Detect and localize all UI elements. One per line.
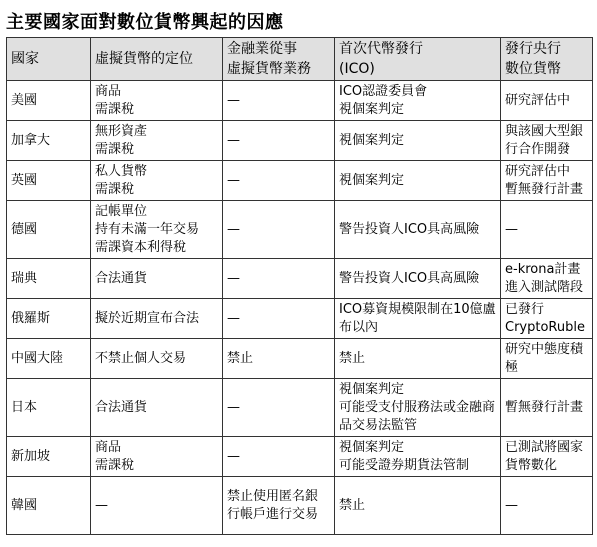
cell-line: — [227,132,240,148]
cell-line: 禁止 [227,350,254,366]
cell-ico [335,299,501,339]
cell-line: 需課稅 [95,141,135,157]
cell-line: 需課資本利得稅 [95,239,187,255]
cell-positioning [91,121,223,161]
cell-line: 需課稅 [95,181,135,197]
table-row [7,437,593,477]
cell-line: — [227,399,240,415]
cell-line: 需課稅 [95,101,135,117]
cell-country: 英國 [7,161,91,201]
cell-cbdc [501,437,593,477]
cell-cbdc [501,299,593,339]
cell-ico [335,379,501,437]
cell-ico [335,161,501,201]
cell-line: 已發行 [505,301,545,317]
cell-cbdc [501,121,593,161]
cell-line: — [227,92,240,108]
cell-positioning [91,339,223,379]
cell-line: 持有未滿一年交易 [95,221,200,237]
cell-line: 擬於近期宣布合法 [95,310,200,326]
cell-line: 視個案判定 [339,132,405,148]
cell-country: 韓國 [7,477,91,535]
cell-line: ICO募資規模限制在10億盧布以內 [339,301,496,335]
cell-line: 合法通貨 [95,399,148,415]
cell-country: 瑞典 [7,259,91,299]
cell-positioning [91,299,223,339]
cell-cbdc [501,201,593,259]
cell-line: — [227,270,240,286]
cell-line: — [505,221,518,237]
cell-line: — [227,221,240,237]
cell-cbdc [501,81,593,121]
table-row [7,81,593,121]
cell-financial-business [223,201,335,259]
cell-line: 研究中態度積極 [505,341,584,375]
cell-line: CryptoRuble [505,319,585,335]
cell-line: — [227,172,240,188]
cell-financial-business [223,477,335,535]
cell-line: ICO認證委員會 [339,83,428,99]
cell-cbdc [501,477,593,535]
cell-line: 視個案判定 [339,101,405,117]
cell-financial-business [223,161,335,201]
cell-line: — [227,310,240,326]
table-row [7,379,593,437]
header-positioning [91,38,223,81]
header-line: 國家 [11,51,39,67]
cell-line: — [95,497,108,513]
cell-ico [335,121,501,161]
header-line: 發行央行 [505,41,561,57]
cell-line: 研究評估中 [505,163,571,179]
table-header-row [7,38,593,81]
cell-country: 俄羅斯 [7,299,91,339]
cell-financial-business [223,81,335,121]
cell-line: 可能受證券期貨法管制 [339,457,470,473]
cell-line: 禁止 [339,497,366,513]
cell-line: 視個案判定 [339,172,405,188]
cell-line: 與該國大型銀行合作開發 [505,123,584,157]
cell-positioning [91,437,223,477]
cell-line: 商品 [95,439,122,455]
cell-cbdc [501,161,593,201]
header-country [7,38,91,81]
cell-financial-business [223,379,335,437]
cell-country: 新加坡 [7,437,91,477]
cell-line: 視個案判定 [339,381,405,397]
header-line: 首次代幣發行 [339,41,423,57]
cell-line: 記帳單位 [95,203,148,219]
header-line: 虛擬貨幣的定位 [95,51,193,67]
cell-positioning [91,259,223,299]
cell-line: 禁止使用匿名銀行帳戶進行交易 [227,488,319,522]
table-row [7,201,593,259]
cell-financial-business [223,339,335,379]
cell-line: 視個案判定 [339,439,405,455]
policy-table [6,37,593,535]
cell-line: 暫無發行計畫 [505,399,584,415]
cell-cbdc [501,379,593,437]
cell-financial-business [223,437,335,477]
cell-line: 警告投資人ICO具高風險 [339,270,480,286]
cell-line: — [227,448,240,464]
cell-line: 私人貨幣 [95,163,148,179]
cell-country: 日本 [7,379,91,437]
header-line: (ICO) [339,61,375,77]
cell-positioning [91,477,223,535]
cell-financial-business [223,259,335,299]
cell-line: e-krona計畫進入測試階段 [505,261,584,295]
cell-line: 不禁止個人交易 [95,350,187,366]
cell-financial-business [223,121,335,161]
cell-financial-business [223,299,335,339]
cell-line: — [505,497,518,513]
page-title: 主要國家面對數位貨幣興起的因應 [6,12,284,33]
cell-country: 德國 [7,201,91,259]
cell-line: 已測試將國家貨幣數化 [505,439,584,473]
table-row [7,339,593,379]
table-row [7,477,593,535]
header-financial-business [223,38,335,81]
cell-line: 禁止 [339,350,366,366]
cell-positioning [91,201,223,259]
cell-cbdc [501,339,593,379]
cell-line: 無形資產 [95,123,148,139]
cell-cbdc [501,259,593,299]
cell-country: 美國 [7,81,91,121]
cell-ico [335,201,501,259]
cell-ico [335,339,501,379]
cell-ico [335,81,501,121]
header-line: 虛擬貨幣業務 [227,61,311,77]
cell-line: 商品 [95,83,122,99]
header-ico [335,38,501,81]
cell-positioning [91,161,223,201]
cell-line: 需課稅 [95,457,135,473]
cell-ico [335,437,501,477]
header-cbdc [501,38,593,81]
cell-line: 暫無發行計畫 [505,181,584,197]
table-row [7,259,593,299]
cell-ico [335,259,501,299]
header-line: 數位貨幣 [505,61,561,77]
header-line: 金融業從事 [227,41,297,57]
table-row [7,299,593,339]
table-row [7,161,593,201]
table-row [7,121,593,161]
cell-country: 加拿大 [7,121,91,161]
cell-ico [335,477,501,535]
cell-country: 中國大陸 [7,339,91,379]
cell-line: 警告投資人ICO具高風險 [339,221,480,237]
cell-positioning [91,379,223,437]
cell-line: 研究評估中 [505,92,571,108]
cell-line: 合法通貨 [95,270,148,286]
cell-positioning [91,81,223,121]
cell-line: 可能受支付服務法或金融商品交易法監管 [339,399,496,433]
